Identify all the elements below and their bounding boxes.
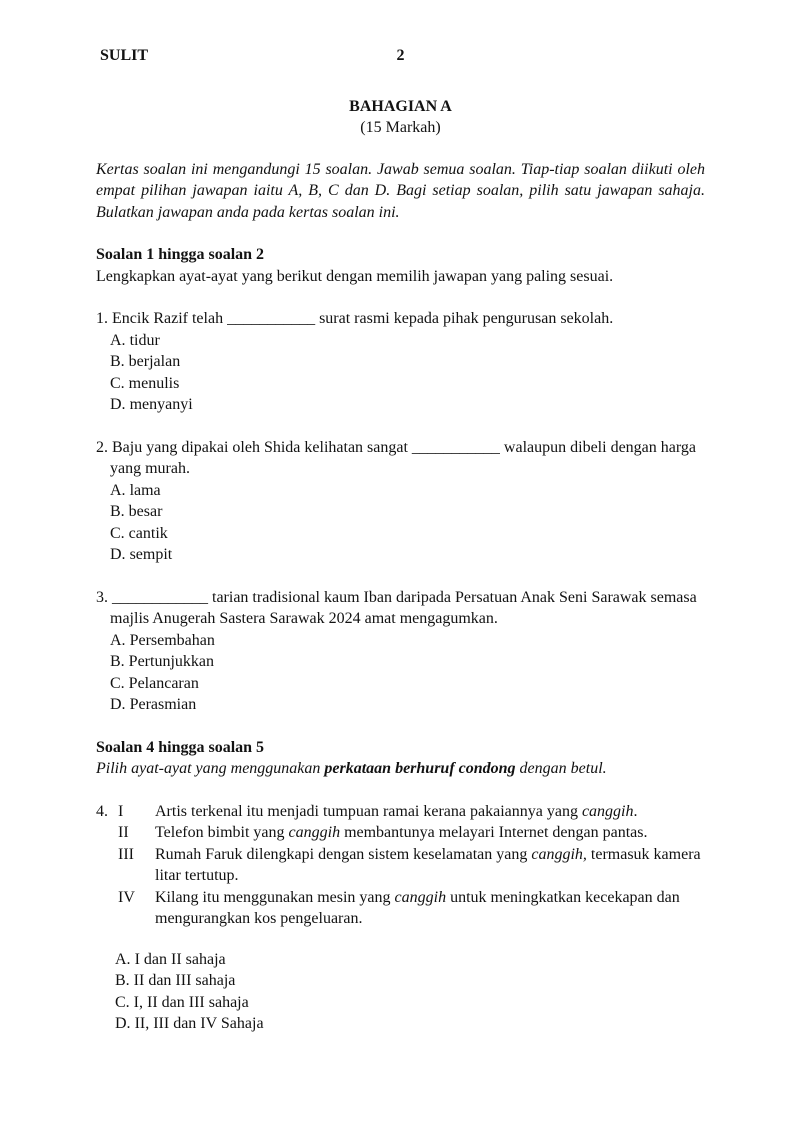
option-text: menulis — [128, 374, 180, 392]
statement-post: membantunya melayari Internet dengan pantas. — [340, 824, 648, 841]
option-text: besar — [128, 503, 163, 520]
statement-numeral-i: I — [118, 802, 124, 820]
option-label: C. — [110, 374, 125, 392]
statement-post: termasuk kamera litar tertutup. — [155, 845, 701, 884]
statement-i — [155, 801, 705, 823]
question-number: 4. — [96, 802, 108, 820]
option-4-a — [115, 949, 705, 971]
spacer — [96, 844, 118, 887]
question-3 — [96, 587, 705, 716]
statement-numeral-ii: II — [118, 824, 129, 841]
option-1-d — [110, 394, 705, 416]
question-number: 3. — [96, 588, 108, 606]
instruction-emphasis: perkataan berhuruf condong — [324, 760, 516, 777]
statement-italic-word: canggih — [288, 824, 341, 841]
option-label: A. — [110, 631, 126, 649]
option-4-b — [115, 970, 705, 992]
option-label: A. — [110, 331, 126, 349]
option-text: Persembahan — [129, 631, 215, 649]
statement-italic-word: canggih, — [531, 845, 587, 863]
statement-pre: Kilang itu menggunakan mesin yang — [155, 888, 395, 906]
question-2-options — [110, 480, 705, 566]
option-text: lama — [129, 481, 161, 499]
question-2 — [96, 437, 705, 566]
option-2-a — [110, 480, 705, 502]
question-sentence: Baju yang dipakai oleh Shida kelihatan sangat ___________ walaupun dibeli dengan harga yang murah. — [110, 438, 697, 477]
option-text: Pertunjukkan — [128, 653, 214, 670]
option-label: C. — [110, 524, 125, 542]
statement-pre: Rumah Faruk dilengkapi dengan sistem keselamatan yang — [155, 845, 532, 863]
option-label: B. — [115, 972, 130, 989]
question-sentence: ____________ tarian tradisional kaum Iban daripada Persatuan Anak Seni Sarawak semasa majlis Anugerah Sastera Sarawak 2024 amat mengagumkan. — [110, 588, 697, 627]
option-label: D. — [115, 1015, 131, 1032]
option-label: C. — [110, 674, 125, 692]
option-3-b — [110, 651, 705, 673]
option-label: A. — [115, 950, 131, 968]
confidential-label: SULIT — [100, 47, 149, 64]
spacer — [96, 887, 118, 930]
instruction-post: dengan betul. — [515, 760, 607, 777]
option-label: D. — [110, 396, 126, 413]
option-label: B. — [110, 353, 125, 370]
page-number: 2 — [396, 47, 405, 64]
question-sentence: Encik Razif telah ___________ surat rasmi kepada pihak pengurusan sekolah. — [112, 310, 614, 327]
option-text: menyanyi — [129, 396, 193, 413]
option-text: sempit — [129, 546, 173, 563]
exam-general-instructions: Kertas soalan ini mengandungi 15 soalan. Jawab semua soalan. Tiap-tiap soalan diikuti oleh empat pilihan jawapan iaitu A, B, C dan D. Bagi setiap soalan, pilih satu jawapan sahaja. Bulatkan jawapan anda pada kertas soalan ini. — [96, 160, 705, 221]
option-2-d — [110, 544, 705, 566]
statement-post: untuk meningkatkan kecekapan dan mengurangkan kos pengeluaran. — [155, 888, 680, 927]
section2-instruction — [96, 758, 705, 780]
spacer — [96, 822, 118, 844]
option-1-c — [110, 373, 705, 395]
statement-pre: Telefon bimbit yang — [155, 824, 289, 841]
option-1-a — [110, 330, 705, 352]
section1-instruction: Lengkapkan ayat-ayat yang berikut dengan memilih jawapan yang paling sesuai. — [96, 267, 614, 285]
option-label: B. — [110, 653, 125, 670]
option-label: C. — [115, 993, 130, 1011]
option-4-d — [115, 1013, 705, 1035]
statement-italic-word: canggih — [394, 888, 447, 906]
statement-numeral-iii: III — [118, 845, 134, 863]
question-1-options — [110, 330, 705, 416]
statement-iv — [155, 887, 705, 930]
option-3-d — [110, 694, 705, 716]
option-label: D. — [110, 696, 126, 713]
option-text: Perasmian — [129, 696, 197, 713]
question-1-text — [96, 308, 705, 330]
option-3-a — [110, 630, 705, 652]
option-label: B. — [110, 503, 125, 520]
question-3-options — [110, 630, 705, 716]
option-text: berjalan — [128, 353, 181, 370]
option-1-b — [110, 351, 705, 373]
statement-pre: Artis terkenal itu menjadi tumpuan ramai kerana pakaiannya yang — [155, 802, 582, 820]
option-text: Pelancaran — [128, 674, 199, 692]
option-text: tidur — [129, 331, 160, 349]
question-3-text — [96, 587, 705, 630]
question-number: 1. — [96, 310, 108, 327]
statement-ii — [155, 822, 705, 844]
instruction-pre: Pilih ayat-ayat yang menggunakan — [96, 760, 325, 777]
question-2-text — [96, 437, 705, 480]
statement-post: . — [633, 802, 638, 820]
question-number: 2. — [96, 438, 108, 456]
option-2-b — [110, 501, 705, 523]
statement-numeral-iv: IV — [118, 888, 135, 906]
option-3-c — [110, 673, 705, 695]
option-text: I, II dan III sahaja — [133, 993, 249, 1011]
question-4-options — [115, 949, 705, 1035]
section-a-title: BAHAGIAN A — [349, 97, 452, 115]
statement-italic-word: canggih — [581, 802, 634, 820]
option-text: II, III dan IV Sahaja — [134, 1015, 264, 1032]
question-1 — [96, 308, 705, 416]
section2-heading: Soalan 4 hingga soalan 5 — [96, 738, 265, 756]
option-4-c — [115, 992, 705, 1014]
option-label: A. — [110, 481, 126, 499]
option-text: II dan III sahaja — [133, 972, 236, 989]
question-4 — [96, 801, 705, 930]
option-2-c — [110, 523, 705, 545]
section1-heading: Soalan 1 hingga soalan 2 — [96, 246, 265, 263]
option-text: I dan II sahaja — [134, 950, 226, 968]
page-header — [96, 45, 705, 67]
statement-iii — [155, 844, 705, 887]
section-a-marks: (15 Markah) — [360, 119, 441, 136]
option-text: cantik — [128, 524, 168, 542]
option-label: D. — [110, 546, 126, 563]
